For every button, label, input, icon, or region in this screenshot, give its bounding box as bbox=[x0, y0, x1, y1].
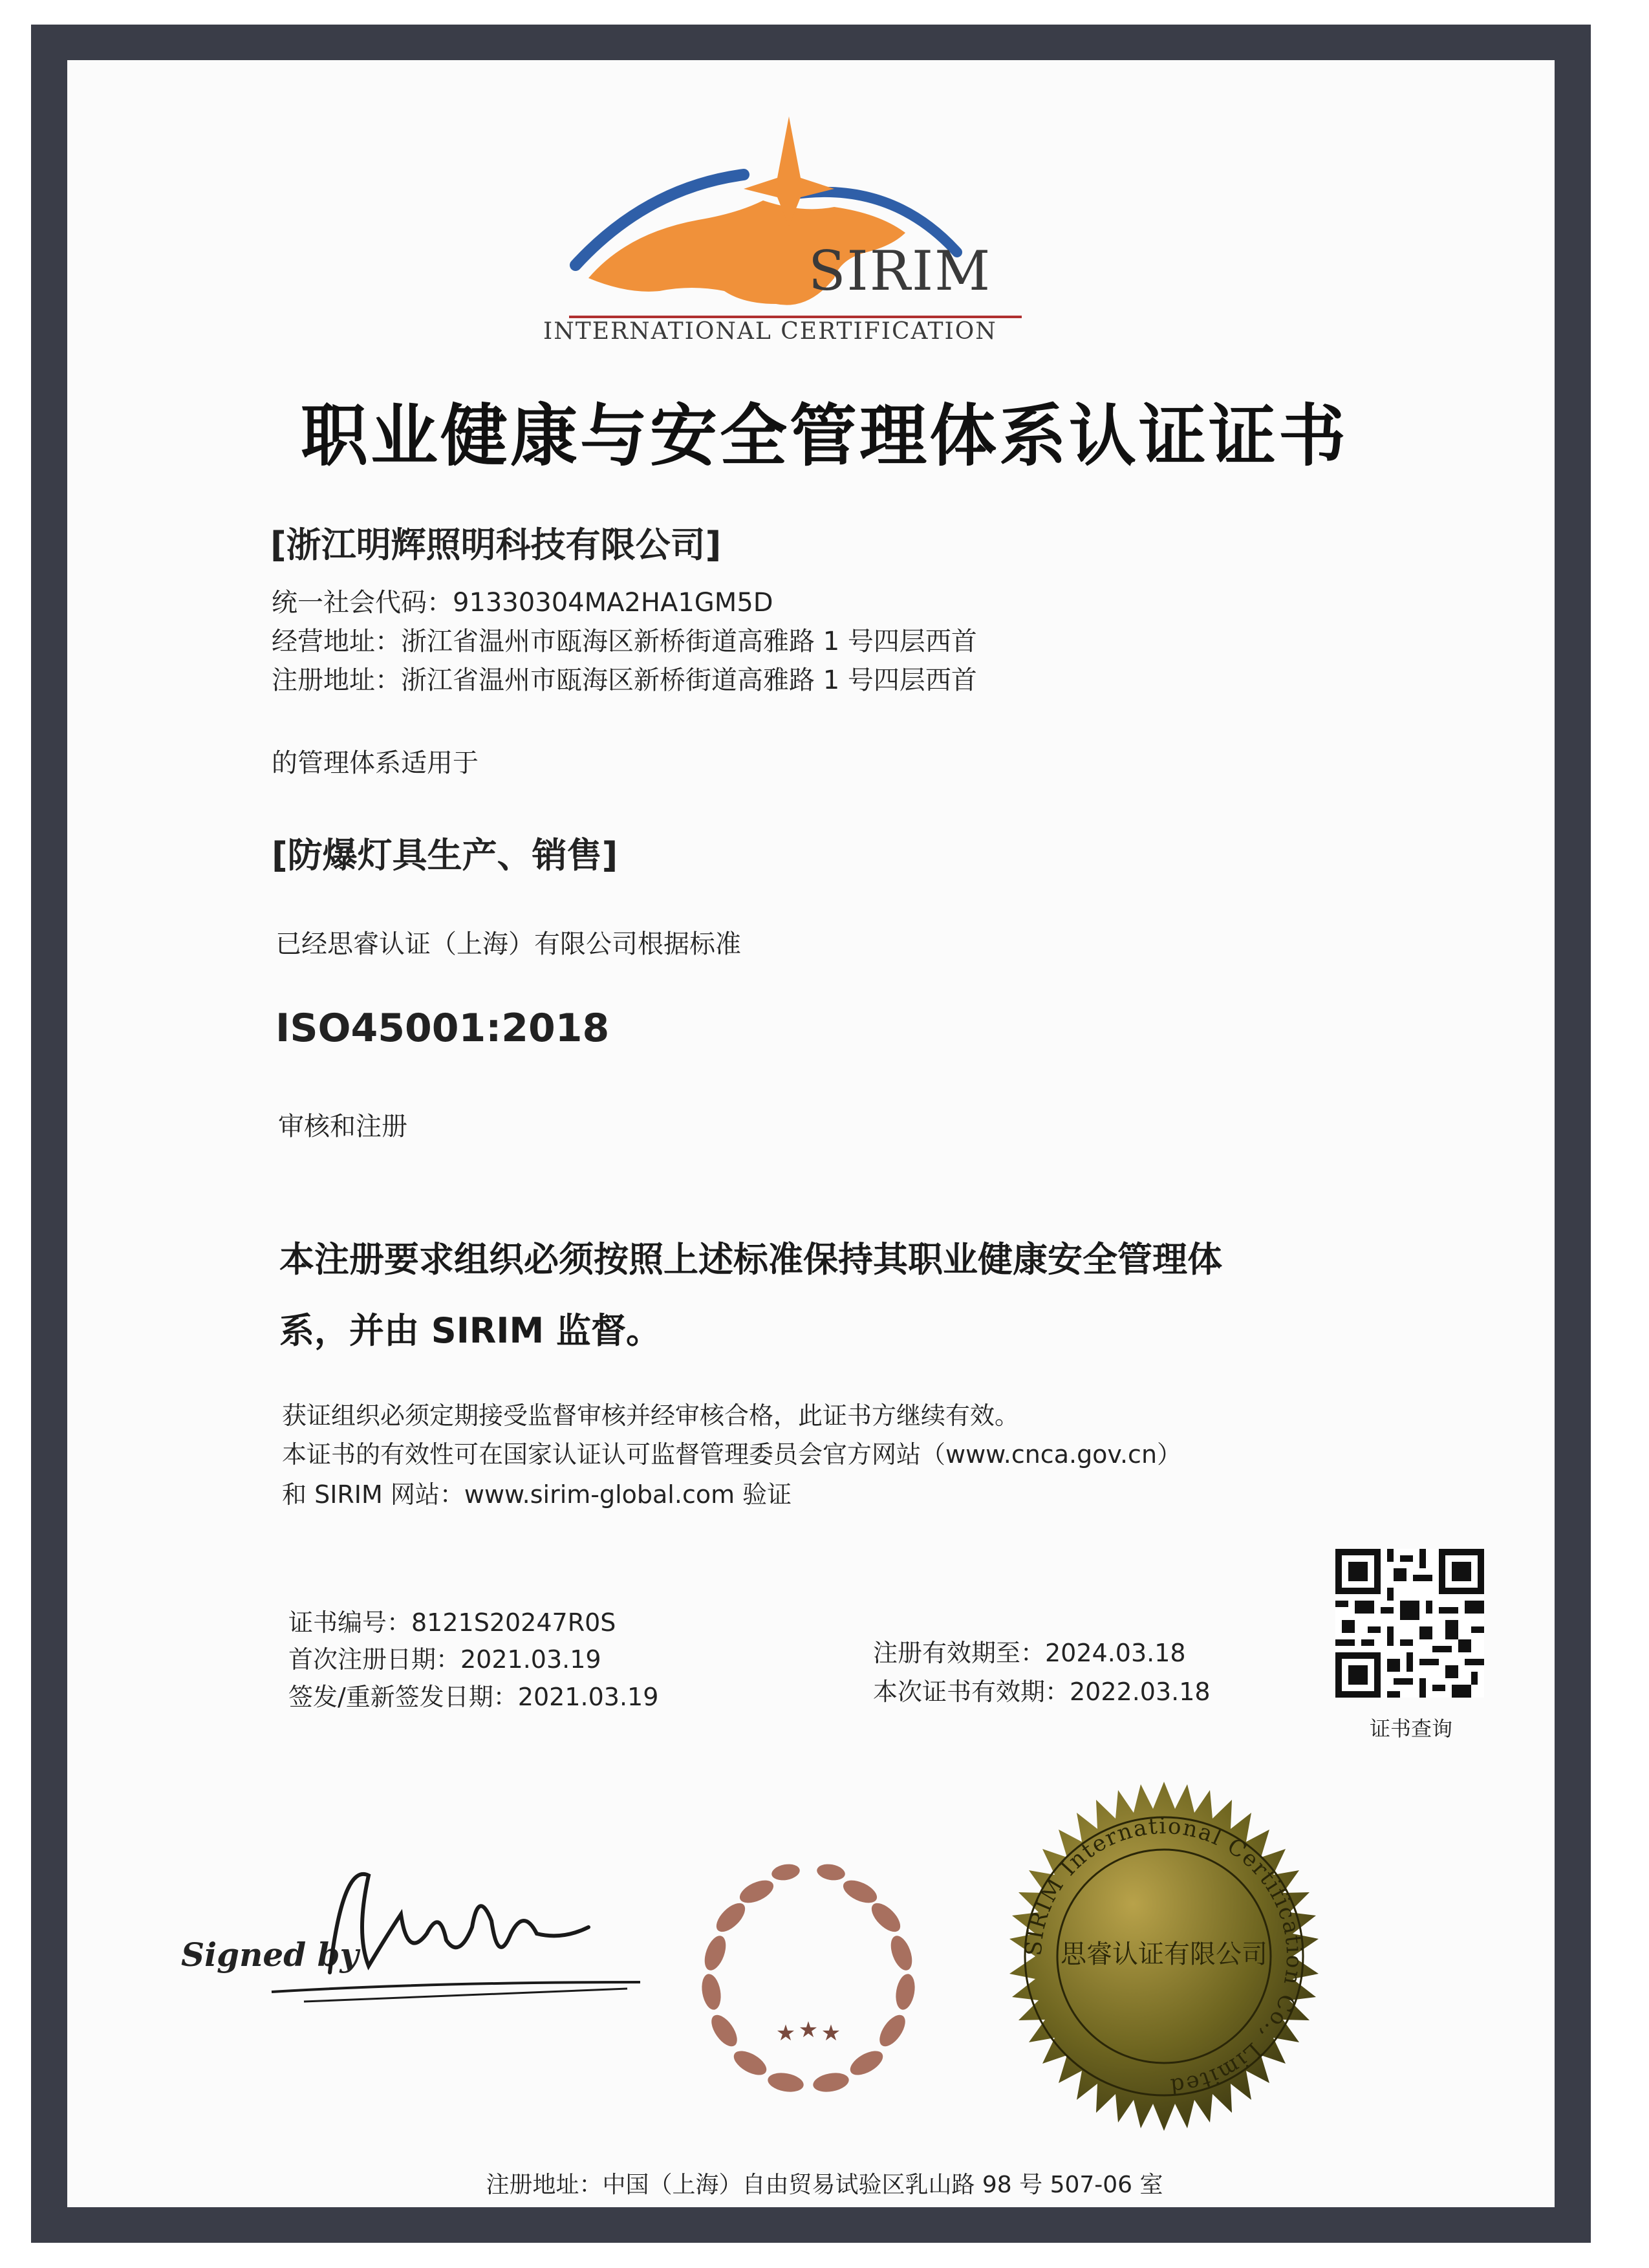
qr-code-graphic bbox=[1335, 1549, 1484, 1698]
issue-date: 签发/重新签发日期：2021.03.19 bbox=[288, 1683, 659, 1711]
requirement-line-1: 本注册要求组织必须按照上述标准保持其职业健康安全管理体 bbox=[279, 1239, 1222, 1280]
validity-note-2: 本证书的有效性可在国家认证认可监督管理委员会官方网站（www.cnca.gov.cn） bbox=[282, 1440, 1182, 1469]
scope-intro: 的管理体系适用于 bbox=[272, 748, 479, 778]
seal-center-text: 思睿认证有限公司 bbox=[1061, 1939, 1267, 1969]
sirim-logo-wordmark: SIRIM bbox=[808, 239, 992, 303]
company-name: [浙江明辉照明科技有限公司] bbox=[270, 524, 722, 565]
svg-text:★: ★ bbox=[775, 2020, 796, 2046]
requirement-line-2: 系，并由 SIRIM 监督。 bbox=[279, 1310, 661, 1351]
sirim-logo bbox=[530, 110, 1061, 356]
certificate-title: 职业健康与安全管理体系认证证书 bbox=[300, 396, 1348, 475]
registered-address: 注册地址：浙江省温州市瓯海区新桥街道高雅路 1 号四层西首 bbox=[272, 665, 977, 695]
wreath-graphic bbox=[673, 1843, 944, 2115]
validity-note-1: 获证组织必须定期接受监督审核并经审核合格，此证书方继续有效。 bbox=[282, 1401, 1020, 1430]
standard: ISO45001:2018 bbox=[275, 1006, 610, 1051]
signature-prefix: Signed by bbox=[181, 1936, 359, 1974]
audit-line: 审核和注册 bbox=[278, 1112, 407, 1141]
gold-seal-graphic bbox=[983, 1775, 1345, 2137]
certifier-line: 已经思睿认证（上海）有限公司根据标准 bbox=[275, 929, 741, 959]
certificate-number: 证书编号：8121S20247R0S bbox=[288, 1608, 616, 1637]
footer-address: 注册地址：中国（上海）自由贸易试验区乳山路 98 号 507-06 室 bbox=[486, 2172, 1163, 2198]
qr-code[interactable] bbox=[1335, 1549, 1484, 1698]
validity-note-3: 和 SIRIM 网站：www.sirim-global.com 验证 bbox=[282, 1480, 792, 1509]
gold-seal bbox=[983, 1775, 1345, 2137]
sirim-logo-subtitle: INTERNATIONAL CERTIFICATION bbox=[543, 318, 997, 345]
svg-text:★: ★ bbox=[821, 2020, 841, 2046]
registration-valid-until: 注册有效期至：2024.03.18 bbox=[873, 1639, 1186, 1667]
signature bbox=[175, 1837, 653, 2031]
certificate-valid-until: 本次证书有效期：2022.03.18 bbox=[873, 1678, 1211, 1706]
qr-label: 证书查询 bbox=[1370, 1716, 1453, 1741]
business-address: 经营地址：浙江省温州市瓯海区新桥街道高雅路 1 号四层西首 bbox=[272, 627, 977, 656]
first-registration-date: 首次注册日期：2021.03.19 bbox=[288, 1645, 601, 1674]
scope: [防爆灯具生产、销售] bbox=[272, 835, 618, 876]
signature-graphic bbox=[175, 1837, 653, 2031]
seal-ring-text: SIRIM International Certification Co., Limited bbox=[1020, 1813, 1308, 2100]
credit-code: 统一社会代码：91330304MA2HA1GM5D bbox=[272, 588, 773, 618]
wreath-emblem bbox=[673, 1843, 944, 2115]
svg-text:★: ★ bbox=[798, 2017, 819, 2043]
